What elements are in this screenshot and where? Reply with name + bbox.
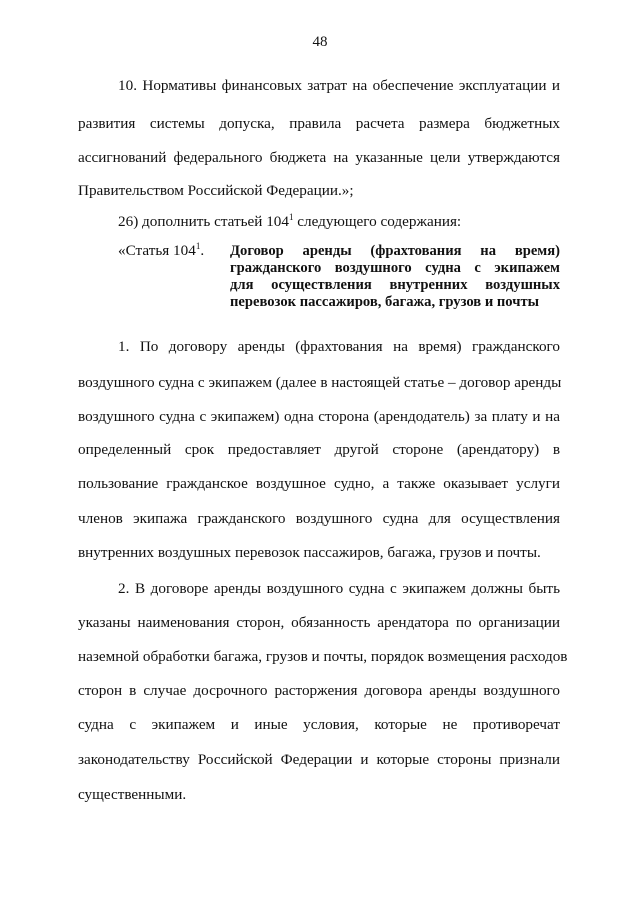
item-26 (118, 213, 560, 231)
paragraph-10-line-4: Правительством Российской Федерации.»; (78, 182, 354, 199)
paragraph-10-line-2: развития системы допуска, правила расчета размера бюджетных (78, 115, 560, 132)
paragraph-1-line-6: членов экипажа гражданского воздушного судна для осуществления (78, 510, 560, 527)
paragraph-2-line-3: наземной обработки багажа, грузов и почты, порядок возмещения расходов (78, 648, 568, 665)
item-26-sup: 1 (289, 212, 294, 222)
article-title (230, 243, 560, 311)
page-number: 48 (312, 34, 328, 50)
paragraph-2-line-4: сторон в случае досрочного расторжения договора аренды воздушного (78, 682, 560, 699)
article-label-prefix: «Статья 104 (118, 242, 196, 259)
paragraph-10-line-3: ассигнований федерального бюджета на указанные цели утверждаются (78, 149, 560, 166)
paragraph-1-line-3: воздушного судна с экипажем) одна сторона (арендодатель) за плату и на (78, 408, 560, 425)
article-title-line-2: гражданского воздушного судна с экипажем (230, 260, 560, 276)
paragraph-1-line-2: воздушного судна с экипажем (далее в настоящей статье – договор аренды (78, 374, 562, 391)
article-title-line-3: для осуществления внутренних воздушных (230, 277, 560, 293)
paragraph-2-line-2: указаны наименования сторон, обязанность арендатора по организации (78, 614, 560, 631)
paragraph-1-line-7: внутренних воздушных перевозок пассажиров, багажа, грузов и почты. (78, 544, 541, 561)
paragraph-1-line-4: определенный срок предоставляет другой стороне (арендатору) в (78, 441, 560, 458)
paragraph-1-line-1: 1. По договору аренды (фрахтования на время) гражданского (118, 338, 560, 355)
paragraph-2-line-5: судна с экипажем и иные условия, которые не противоречат (78, 716, 560, 733)
article-label-sup: 1 (195, 241, 201, 251)
item-26-prefix: 26) дополнить статьей 104 (118, 213, 289, 230)
paragraph-2-line-7: существенными. (78, 786, 187, 803)
paragraph-10-line-1: 10. Нормативы финансовых затрат на обеспечение эксплуатации и (118, 77, 560, 94)
paragraph-1-line-5: пользование гражданское воздушное судно, а также оказывает услуги (78, 475, 560, 492)
article-title-line-1: Договор аренды (фрахтования на время) (230, 243, 560, 259)
paragraph-2-line-6: законодательству Российской Федерации и которые стороны признали (78, 751, 560, 768)
item-26-suffix: следующего содержания: (293, 213, 462, 230)
article-label (118, 242, 204, 260)
paragraph-2-line-1: 2. В договоре аренды воздушного судна с экипажем должны быть (118, 580, 560, 597)
article-title-line-4: перевозок пассажиров, багажа, грузов и почты (230, 294, 540, 310)
article-label-suffix: . (200, 242, 205, 259)
